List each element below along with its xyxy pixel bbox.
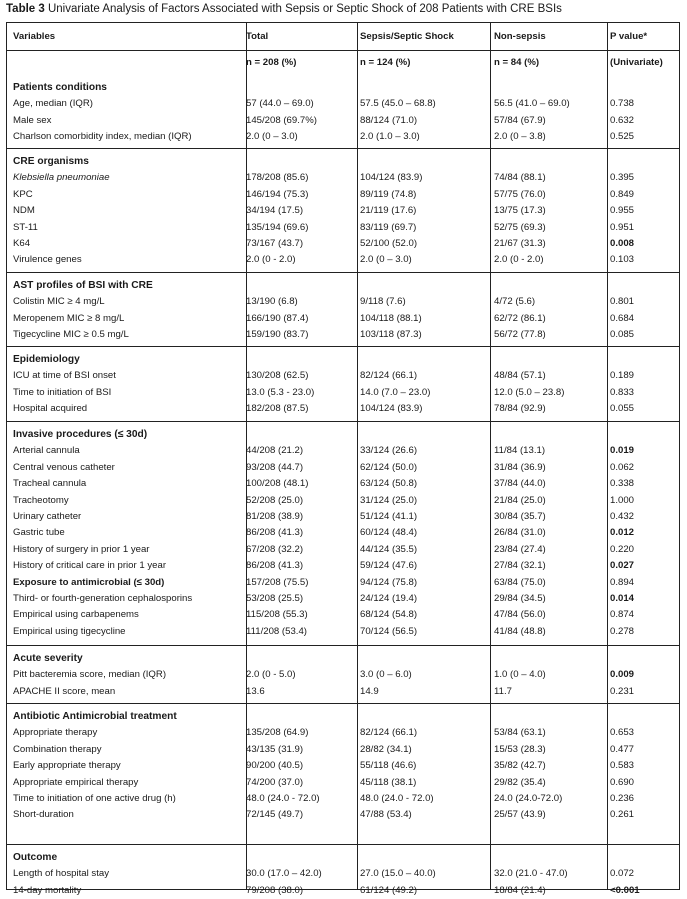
- table-row: [6, 327, 680, 343]
- total-cell: 130/208 (62.5): [246, 370, 309, 382]
- header-divider: [6, 50, 680, 51]
- table-row: [6, 866, 680, 882]
- section-title: Invasive procedures (≤ 30d): [13, 429, 148, 440]
- sepsis-cell: 59/124 (47.6): [360, 560, 418, 572]
- non-sepsis-cell: 25/57 (43.9): [494, 809, 546, 821]
- non-sepsis-cell: 78/84 (92.9): [494, 403, 546, 415]
- variable-cell: Combination therapy: [13, 743, 102, 755]
- sepsis-cell: 48.0 (24.0 - 72.0): [360, 793, 434, 804]
- variable-cell: ICU at time of BSI onset: [13, 370, 116, 382]
- section-heading: [6, 80, 680, 96]
- sepsis-cell: 28/82 (34.1): [360, 743, 412, 755]
- table-row: [6, 476, 680, 492]
- non-sepsis-cell: 27/84 (32.1): [494, 560, 546, 572]
- p-value-cell: 0.014: [610, 593, 635, 604]
- non-sepsis-cell: 41/84 (48.8): [494, 625, 546, 637]
- p-value-cell: <0.001: [610, 884, 640, 896]
- non-sepsis-cell: 48/84 (57.1): [494, 370, 546, 382]
- total-cell: 86/208 (41.3): [246, 527, 304, 539]
- table-row: [6, 187, 680, 203]
- table-row: [6, 96, 680, 112]
- non-sepsis-cell: 63/84 (75.0): [494, 576, 546, 588]
- sepsis-cell: 60/124 (48.4): [360, 527, 418, 539]
- variable-cell: Empirical using carbapenems: [13, 609, 139, 621]
- total-cell: 43/135 (31.9): [246, 743, 304, 755]
- table-row: [6, 385, 680, 401]
- p-value-cell: 0.072: [610, 868, 635, 880]
- sepsis-cell: 94/124 (75.8): [360, 576, 418, 588]
- p-value-cell: 0.008: [610, 238, 635, 249]
- p-value-cell: 0.432: [610, 511, 635, 522]
- section-title: Antibiotic Antimicrobial treatment: [13, 711, 177, 722]
- section-divider: [6, 844, 680, 845]
- sepsis-cell: 82/124 (66.1): [360, 370, 418, 382]
- sepsis-cell: 103/118 (87.3): [360, 329, 422, 341]
- sepsis-cell: 47/88 (53.4): [360, 809, 412, 821]
- total-cell: 157/208 (75.5): [246, 576, 309, 588]
- p-value-cell: 0.261: [610, 809, 635, 821]
- variable-cell: Tigecycline MIC ≥ 0.5 mg/L: [13, 329, 129, 341]
- table-caption: [6, 3, 562, 15]
- p-value-cell: 0.027: [610, 560, 635, 572]
- variable-cell: 14-day mortality: [13, 884, 82, 896]
- variable-cell: Tracheotomy: [13, 494, 69, 506]
- variable-cell: Virulence genes: [13, 254, 82, 266]
- table-row: [6, 203, 680, 219]
- total-cell: 93/208 (44.7): [246, 461, 304, 473]
- table-row: [6, 684, 680, 700]
- p-value-cell: 0.338: [610, 478, 635, 490]
- non-sepsis-cell: 2.0 (0 – 3.8): [494, 131, 546, 143]
- section-heading: [6, 427, 680, 443]
- non-sepsis-cell: 11.7: [494, 685, 512, 697]
- variable-cell: Short-duration: [13, 809, 74, 821]
- non-sepsis-cell: 57/84 (67.9): [494, 114, 546, 126]
- total-cell: 72/145 (49.7): [246, 809, 304, 821]
- section-divider: [6, 703, 680, 704]
- p-value-cell: 0.278: [610, 625, 635, 637]
- section-heading: [6, 352, 680, 368]
- sepsis-cell: 44/124 (35.5): [360, 543, 418, 555]
- section-title: Epidemiology: [13, 354, 80, 365]
- sepsis-cell: 2.0 (1.0 – 3.0): [360, 131, 420, 143]
- non-sepsis-cell: 29/82 (35.4): [494, 776, 546, 788]
- total-cell: 34/194 (17.5): [246, 205, 304, 217]
- p-value-cell: 0.085: [610, 329, 635, 341]
- sepsis-cell: 21/119 (17.6): [360, 205, 417, 217]
- sepsis-cell: 104/124 (83.9): [360, 172, 423, 184]
- p-value-cell: 0.833: [610, 386, 635, 398]
- variable-cell: Empirical using tigecycline: [13, 625, 126, 637]
- total-cell: 67/208 (32.2): [246, 543, 304, 555]
- p-value-cell: 0.231: [610, 685, 635, 697]
- non-sepsis-cell: 2.0 (0 - 2.0): [494, 254, 544, 266]
- variable-cell: Third- or fourth-generation cephalosporins: [13, 593, 193, 604]
- total-cell: 13.0 (5.3 - 23.0): [246, 386, 315, 398]
- section-heading: [6, 278, 680, 294]
- sepsis-cell: 31/124 (25.0): [360, 494, 418, 506]
- table-row: [6, 607, 680, 623]
- variable-cell: Central venous catheter: [13, 461, 115, 473]
- table-row: [6, 591, 680, 607]
- non-sepsis-cell: 13/75 (17.3): [494, 205, 546, 217]
- section-divider: [6, 272, 680, 273]
- p-value-cell: 0.395: [610, 172, 635, 184]
- table-row: [6, 460, 680, 476]
- p-value-cell: 0.632: [610, 114, 635, 126]
- p-value-cell: 0.653: [610, 727, 635, 739]
- variable-cell: History of surgery in prior 1 year: [13, 543, 150, 555]
- table-row: [6, 236, 680, 252]
- variable-cell: Pitt bacteremia score, median (IQR): [13, 669, 167, 681]
- variable-cell: Appropriate empirical therapy: [13, 776, 139, 788]
- table-row: [6, 667, 680, 683]
- total-cell: 48.0 (24.0 - 72.0): [246, 793, 320, 804]
- p-value-cell: 0.012: [610, 527, 635, 539]
- table-row: [6, 624, 680, 640]
- table-row: [6, 742, 680, 758]
- table-row: [6, 807, 680, 823]
- p-value-cell: 0.690: [610, 776, 635, 788]
- p-value-cell: 0.738: [610, 98, 635, 110]
- non-sepsis-cell: 26/84 (31.0): [494, 527, 546, 539]
- p-value-cell: 0.189: [610, 370, 635, 382]
- variable-cell: Charlson comorbidity index, median (IQR): [13, 131, 192, 143]
- non-sepsis-cell: 29/84 (34.5): [494, 593, 546, 604]
- table-row: [6, 368, 680, 384]
- variable-cell: Length of hospital stay: [13, 868, 110, 880]
- total-cell: 159/190 (83.7): [246, 329, 309, 341]
- table-row: [6, 170, 680, 186]
- total-cell: 178/208 (85.6): [246, 172, 309, 184]
- section-divider: [6, 346, 680, 347]
- total-cell: 115/208 (55.3): [246, 609, 308, 621]
- section-title: Patients conditions: [13, 82, 107, 93]
- total-cell: 90/200 (40.5): [246, 760, 304, 772]
- p-value-cell: 0.894: [610, 576, 635, 588]
- header-subrow: [6, 55, 680, 71]
- variable-cell: Time to initiation of BSI: [13, 386, 112, 398]
- p-value-cell: 0.009: [610, 669, 635, 681]
- table-row: [6, 311, 680, 327]
- non-sepsis-cell: 37/84 (44.0): [494, 478, 546, 490]
- p-value-cell: 0.583: [610, 760, 635, 772]
- non-sepsis-cell: 56.5 (41.0 – 69.0): [494, 98, 570, 110]
- non-sepsis-cell: 12.0 (5.0 – 23.8): [494, 386, 565, 398]
- non-sepsis-cell: 4/72 (5.6): [494, 296, 536, 308]
- non-sepsis-cell: 32.0 (21.0 - 47.0): [494, 868, 568, 880]
- total-cell: 135/194 (69.6): [246, 221, 309, 233]
- table-row: [6, 883, 680, 899]
- section-divider: [6, 148, 680, 149]
- p-value-cell: 0.849: [610, 188, 635, 200]
- p-value-cell: 1.000: [610, 494, 635, 506]
- non-sepsis-cell: 31/84 (36.9): [494, 461, 546, 473]
- total-cell: 100/208 (48.1): [246, 478, 309, 490]
- p-value-cell: 0.684: [610, 312, 635, 324]
- non-sepsis-cell: 53/84 (63.1): [494, 727, 546, 739]
- total-cell: 146/194 (75.3): [246, 188, 309, 200]
- table-row: [6, 443, 680, 459]
- non-sepsis-cell: 56/72 (77.8): [494, 329, 546, 341]
- non-sepsis-cell: 21/67 (31.3): [494, 238, 546, 249]
- sepsis-cell: 104/124 (83.9): [360, 403, 423, 415]
- table-row: [6, 525, 680, 541]
- total-cell: 111/208 (53.4): [246, 625, 307, 637]
- p-value-cell: 0.236: [610, 793, 635, 804]
- sepsis-cell: 104/118 (88.1): [360, 312, 422, 324]
- table-row: [6, 542, 680, 558]
- sepsis-cell: 2.0 (0 – 3.0): [360, 254, 412, 266]
- variable-cell: Gastric tube: [13, 527, 65, 539]
- total-cell: 166/190 (87.4): [246, 312, 309, 324]
- table-row: [6, 558, 680, 574]
- variable-cell: Age, median (IQR): [13, 98, 93, 110]
- non-sepsis-cell: 1.0 (0 – 4.0): [494, 669, 546, 681]
- non-sepsis-cell: 52/75 (69.3): [494, 221, 546, 233]
- section-title: Outcome: [13, 852, 58, 863]
- sepsis-cell: 51/124 (41.1): [360, 511, 418, 522]
- p-value-cell: 0.477: [610, 743, 635, 755]
- total-cell: 73/167 (43.7): [246, 238, 304, 249]
- header-total-n: n = 208 (%): [246, 57, 297, 68]
- table-row: [6, 252, 680, 268]
- total-cell: 53/208 (25.5): [246, 593, 304, 604]
- sepsis-cell: 3.0 (0 – 6.0): [360, 669, 412, 681]
- table-title: Univariate Analysis of Factors Associated with Sepsis or Septic Shock of 208 Patients with CRE BSIs: [47, 3, 562, 15]
- section-divider: [6, 421, 680, 422]
- variable-cell: History of critical care in prior 1 year: [13, 560, 167, 572]
- section-heading: [6, 651, 680, 667]
- table-row: [6, 220, 680, 236]
- non-sepsis-cell: 18/84 (21.4): [494, 884, 546, 896]
- sepsis-cell: 57.5 (45.0 – 68.8): [360, 98, 436, 110]
- non-sepsis-cell: 62/72 (86.1): [494, 312, 546, 324]
- non-sepsis-cell: 23/84 (27.4): [494, 543, 546, 555]
- table-row: [6, 725, 680, 741]
- variable-cell: K64: [13, 238, 31, 249]
- sepsis-cell: 83/119 (69.7): [360, 221, 417, 233]
- sepsis-cell: 14.9: [360, 685, 379, 697]
- sepsis-cell: 55/118 (46.6): [360, 760, 417, 772]
- table-row: [6, 113, 680, 129]
- table-row: [6, 493, 680, 509]
- total-cell: 2.0 (0 - 5.0): [246, 669, 296, 681]
- table-row: [6, 509, 680, 525]
- non-sepsis-cell: 47/84 (56.0): [494, 609, 546, 621]
- variable-cell: Meropenem MIC ≥ 8 mg/L: [13, 312, 125, 324]
- non-sepsis-cell: 11/84 (13.1): [494, 445, 546, 457]
- header-univariate: (Univariate): [610, 57, 663, 68]
- non-sepsis-cell: 15/53 (28.3): [494, 743, 546, 755]
- p-value-cell: 0.055: [610, 403, 635, 415]
- table-row: [6, 775, 680, 791]
- section-heading: [6, 850, 680, 866]
- table-row: [6, 575, 680, 591]
- section-title: CRE organisms: [13, 156, 89, 167]
- header-non-sepsis-n: n = 84 (%): [494, 57, 540, 68]
- header-total: Total: [246, 31, 269, 42]
- non-sepsis-cell: 30/84 (35.7): [494, 511, 546, 522]
- variable-cell: Klebsiella pneumoniae: [13, 172, 110, 184]
- p-value-cell: 0.103: [610, 254, 635, 266]
- variable-cell: Arterial cannula: [13, 445, 80, 457]
- section-heading: [6, 709, 680, 725]
- p-value-cell: 0.220: [610, 543, 635, 555]
- total-cell: 2.0 (0 - 2.0): [246, 254, 296, 266]
- variable-cell: APACHE II score, mean: [13, 685, 116, 697]
- total-cell: 86/208 (41.3): [246, 560, 304, 572]
- p-value-cell: 0.874: [610, 609, 635, 621]
- total-cell: 81/208 (38.9): [246, 511, 304, 522]
- p-value-cell: 0.801: [610, 296, 635, 308]
- non-sepsis-cell: 74/84 (88.1): [494, 172, 546, 184]
- table-row: [6, 294, 680, 310]
- sepsis-cell: 24/124 (19.4): [360, 593, 418, 604]
- header-row: [6, 29, 680, 45]
- total-cell: 135/208 (64.9): [246, 727, 309, 739]
- variable-cell: Early appropriate therapy: [13, 760, 121, 772]
- sepsis-cell: 9/118 (7.6): [360, 296, 406, 308]
- total-cell: 74/200 (37.0): [246, 776, 304, 788]
- sepsis-cell: 52/100 (52.0): [360, 238, 418, 249]
- total-cell: 13.6: [246, 685, 265, 697]
- variable-cell: Urinary catheter: [13, 511, 82, 522]
- total-cell: 182/208 (87.5): [246, 403, 309, 415]
- sepsis-cell: 61/124 (49.2): [360, 884, 418, 896]
- header-p-value: P value*: [610, 31, 648, 42]
- sepsis-cell: 82/124 (66.1): [360, 727, 418, 739]
- total-cell: 52/208 (25.0): [246, 494, 304, 506]
- non-sepsis-cell: 57/75 (76.0): [494, 188, 546, 200]
- variable-cell: Time to initiation of one active drug (h): [13, 793, 176, 804]
- p-value-cell: 0.062: [610, 461, 635, 473]
- variable-cell: Colistin MIC ≥ 4 mg/L: [13, 296, 105, 308]
- variable-cell: KPC: [13, 188, 33, 200]
- sepsis-cell: 88/124 (71.0): [360, 114, 418, 126]
- total-cell: 30.0 (17.0 – 42.0): [246, 868, 322, 880]
- non-sepsis-cell: 24.0 (24.0-72.0): [494, 793, 563, 804]
- total-cell: 44/208 (21.2): [246, 445, 304, 457]
- sepsis-cell: 45/118 (38.1): [360, 776, 417, 788]
- p-value-cell: 0.019: [610, 445, 635, 457]
- variable-cell: ST-11: [13, 221, 38, 233]
- sepsis-cell: 33/124 (26.6): [360, 445, 418, 457]
- section-title: AST profiles of BSI with CRE: [13, 280, 153, 291]
- variable-cell: Hospital acquired: [13, 403, 88, 415]
- section-divider: [6, 645, 680, 646]
- sepsis-cell: 89/119 (74.8): [360, 188, 417, 200]
- sepsis-cell: 62/124 (50.0): [360, 461, 418, 473]
- non-sepsis-cell: 35/82 (42.7): [494, 760, 546, 772]
- total-cell: 57 (44.0 – 69.0): [246, 98, 314, 110]
- total-cell: 13/190 (6.8): [246, 296, 298, 308]
- table-label: Table 3: [6, 3, 45, 15]
- p-value-cell: 0.525: [610, 131, 635, 143]
- sepsis-cell: 70/124 (56.5): [360, 625, 418, 637]
- header-non-sepsis: Non-sepsis: [494, 31, 546, 42]
- total-cell: 145/208 (69.7%): [246, 114, 317, 126]
- p-value-cell: 0.955: [610, 205, 635, 217]
- section-heading: [6, 154, 680, 170]
- sepsis-cell: 27.0 (15.0 – 40.0): [360, 868, 436, 880]
- sepsis-cell: 14.0 (7.0 – 23.0): [360, 386, 431, 398]
- variable-cell: Tracheal cannula: [13, 478, 87, 490]
- sepsis-cell: 63/124 (50.8): [360, 478, 418, 490]
- total-cell: 79/208 (38.0): [246, 884, 304, 896]
- table-row: [6, 129, 680, 145]
- header-variables: Variables: [13, 31, 56, 42]
- variable-cell: Male sex: [13, 114, 52, 126]
- header-sepsis-n: n = 124 (%): [360, 57, 411, 68]
- variable-cell: Exposure to antimicrobial (≤ 30d): [13, 576, 165, 588]
- non-sepsis-cell: 21/84 (25.0): [494, 494, 546, 506]
- table-row: [6, 401, 680, 417]
- variable-cell: Appropriate therapy: [13, 727, 98, 739]
- total-cell: 2.0 (0 – 3.0): [246, 131, 298, 143]
- table-row: [6, 758, 680, 774]
- section-title: Acute severity: [13, 653, 83, 664]
- variable-cell: NDM: [13, 205, 35, 217]
- sepsis-cell: 68/124 (54.8): [360, 609, 418, 621]
- header-sepsis: Sepsis/Septic Shock: [360, 31, 454, 42]
- p-value-cell: 0.951: [610, 221, 635, 233]
- table-row: [6, 791, 680, 807]
